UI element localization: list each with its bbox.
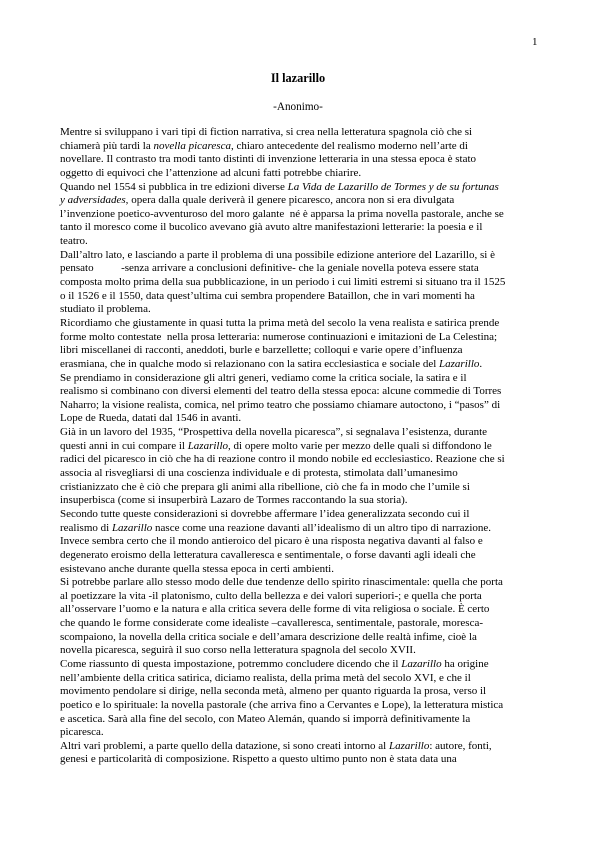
text-line bbox=[60, 549, 550, 563]
text-segment: e ascetica. Sarà alla fine del secolo, con Mateo Alemán, quando si imporrà definitivamente la bbox=[60, 712, 471, 725]
text-segment: libri miscellanei di racconti, aneddoti, burle e barzellette; colloqui e varie opere d’influenza bbox=[60, 344, 463, 357]
text-line bbox=[60, 140, 550, 154]
text-line bbox=[60, 221, 550, 235]
text-line bbox=[60, 467, 550, 481]
text-segment: realismo si combinano con diversi elementi del teatro della stessa epoca: alcune commedie di Torres bbox=[60, 385, 502, 398]
text-line bbox=[60, 412, 550, 426]
text-segment: realismo di bbox=[60, 521, 112, 534]
text-segment: studiato il problema. bbox=[60, 303, 151, 316]
text-segment: al poetizzare la vita -il platonismo, culto della bellezza e dei valori superiori-; e quella che porta bbox=[60, 589, 482, 602]
text-line bbox=[60, 713, 550, 727]
text-line bbox=[60, 249, 550, 263]
text-line bbox=[60, 290, 550, 304]
text-line bbox=[60, 276, 550, 290]
text-segment: ha origine bbox=[441, 657, 489, 670]
text-segment: Lope de Rueda, datati dal 1546 in avanti. bbox=[60, 412, 242, 425]
text-line bbox=[60, 535, 550, 549]
text-segment: associa al risvegliarsi di una coscienza individuale e di protesta, stimolata dall’umanesimo bbox=[60, 467, 458, 480]
text-segment: composta molto prima della sua pubblicazione, in un periodo i cui limiti estremi si situano tra il 1525 bbox=[60, 276, 506, 289]
text-line bbox=[60, 644, 550, 658]
text-line bbox=[60, 331, 550, 345]
text-segment: Invece sembra certo che il mondo antieroico del picaro è una risposta negativa davanti al falso e bbox=[60, 535, 483, 548]
text-line bbox=[60, 740, 550, 754]
text-segment: y adversidades, bbox=[60, 194, 129, 207]
text-segment: Si potrebbe parlare allo stesso modo delle due tendenze dello spirito rinascimentale: quella che porta bbox=[60, 576, 503, 589]
text-line bbox=[60, 372, 550, 386]
text-segment: Secondo tutte queste considerazioni si dovrebbe affermare l’idea generalizzata secondo cui il bbox=[60, 507, 470, 520]
text-line bbox=[60, 167, 550, 181]
text-segment: forme molto contestate nella prosa letteraria: numerose continuazioni e imitazioni de La Celestina; bbox=[60, 330, 498, 343]
text-segment: Lazarillo bbox=[187, 439, 229, 452]
text-segment: erasmiana, che in qualche modo si relazionano con la satira ecclesiastica e sociale del bbox=[60, 357, 440, 370]
text-segment: poetico e lo spirituale: la novella pastorale (che arriva fino a Cervantes e Lope), la letteratura mistica bbox=[60, 698, 504, 711]
text-segment: opera dalla quale deriverà il genere picaresco, ancora non si era divulgata bbox=[128, 194, 455, 207]
text-segment: Altri vari problemi, a parte quello della datazione, si sono creati intorno al bbox=[60, 739, 389, 752]
text-line bbox=[60, 508, 550, 522]
text-line bbox=[60, 753, 550, 767]
text-segment: novella picaresca, seguirà il suo corso nella letteratura spagnola del secolo XVII. bbox=[60, 644, 416, 657]
text-line bbox=[60, 399, 550, 413]
text-segment: cristianizzato che è ciò che prepara gli animi alla ribellione, ciò che fa in modo che l’umile si bbox=[60, 480, 470, 493]
text-line bbox=[60, 699, 550, 713]
text-line bbox=[60, 658, 550, 672]
text-line bbox=[60, 453, 550, 467]
text-line bbox=[60, 194, 550, 208]
text-line bbox=[60, 153, 550, 167]
text-segment: tanto il moresco come il bucolico avevano già avuto altre manifestazioni letterarie: la poesia e il bbox=[60, 221, 483, 234]
text-segment: : autore, fonti, bbox=[429, 739, 492, 752]
text-segment: che quando le forme considerate come idealiste –cavalleresca, sentimentale, pastorale, moresca- bbox=[60, 617, 483, 630]
text-segment: insuperbisca (come si insuperbirà Lazaro de Tormes raccontando la sua storia). bbox=[60, 494, 408, 507]
text-segment: genesi e particolarità di composizione. Rispetto a questo ultimo punto non è stata data una bbox=[60, 753, 457, 766]
text-line bbox=[60, 181, 550, 195]
text-segment: nell’ambiente della critica satirica, diciamo realista, della prima metà del secolo XVI, e che il bbox=[60, 671, 471, 684]
text-segment: Come riassunto di questa impostazione, potremmo concludere dicendo che il bbox=[60, 657, 402, 670]
text-segment: . bbox=[479, 357, 483, 370]
text-line bbox=[60, 344, 550, 358]
text-line bbox=[60, 672, 550, 686]
text-segment: teatro. bbox=[60, 235, 88, 248]
text-line bbox=[60, 440, 550, 454]
body-text bbox=[60, 126, 550, 767]
text-segment: oggetto di equivoci che l’attenzione ad alcuni fatti potrebbe chiarire. bbox=[60, 166, 362, 179]
text-segment: Ricordiamo che giustamente in quasi tutta la prima metà del secolo la vena realista e satirica prende bbox=[60, 316, 500, 329]
text-line bbox=[60, 603, 550, 617]
text-line bbox=[60, 317, 550, 331]
text-segment: nasce come una reazione davanti all’idealismo di un altro tipo di narrazione. bbox=[152, 521, 492, 534]
text-segment: La Vida de Lazarillo de Tormes y de su fortunas bbox=[287, 180, 499, 193]
text-line bbox=[60, 481, 550, 495]
text-segment: Lazarillo bbox=[111, 521, 153, 534]
text-segment: Dall’altro lato, e lasciando a parte il problema di una possibile edizione anteriore del Lazarillo, si è bbox=[60, 248, 495, 261]
text-line bbox=[60, 358, 550, 372]
text-line bbox=[60, 726, 550, 740]
text-segment: questi anni in cui compare il bbox=[60, 439, 188, 452]
text-segment: Mentre si sviluppano i vari tipi di fiction narrativa, si crea nella letteratura spagnola ciò che si bbox=[60, 126, 473, 138]
page-number: 1 bbox=[532, 36, 538, 48]
text-line bbox=[60, 522, 550, 536]
text-line bbox=[60, 235, 550, 249]
text-line bbox=[60, 426, 550, 440]
text-segment: radici del picaresco in ciò che ha di reazione contro il mondo nobile ed ecclesiastico. Reazione che si bbox=[60, 453, 505, 466]
text-segment: Naharro; la visione realista, comica, nel primo teatro che possiamo chiamare autoctono, i “pasos” di bbox=[60, 398, 501, 411]
text-segment: scompaiono, la novella della critica sociale e dell’amara descrizione delle realtà infime, cioè la bbox=[60, 630, 477, 643]
text-line bbox=[60, 494, 550, 508]
text-segment: Già in un lavoro del 1935, “Prospettiva della novella picaresca”, si segnalava l’esistenza, durante bbox=[60, 426, 488, 439]
document-title: Il lazarillo bbox=[270, 71, 326, 85]
text-line bbox=[60, 126, 550, 140]
text-segment: picaresca. bbox=[60, 726, 104, 739]
text-line bbox=[60, 590, 550, 604]
text-line bbox=[60, 631, 550, 645]
text-segment: novella picaresca bbox=[153, 139, 231, 152]
text-segment: l’invenzione poetico-avventuroso del moro galante né è apparsa la prima novella pastorale, anche se bbox=[60, 207, 504, 220]
document-author: -Anonimo- bbox=[273, 101, 323, 113]
text-segment: movimento pendolare si dirige, nella seconda metà, almeno per quanto riguarda la prosa, verso il bbox=[60, 685, 487, 698]
text-segment: chiamerà più tardi la bbox=[60, 139, 154, 152]
text-segment: , di opere molto varie per mezzo delle quali si diffondono le bbox=[228, 439, 492, 452]
text-line bbox=[60, 563, 550, 577]
text-segment: esistevano anche durante quella stessa epoca in certi ambienti. bbox=[60, 562, 334, 575]
text-line bbox=[60, 385, 550, 399]
text-segment: degenerato eroismo della letteratura cavalleresca e sentimentale, o forse davanti agli ideali che bbox=[60, 548, 476, 561]
text-segment: Lazarillo bbox=[439, 357, 480, 370]
text-segment: Se prendiamo in considerazione gli altri generi, vediamo come la critica sociale, la satira e il bbox=[60, 371, 467, 384]
text-segment: Quando nel 1554 si pubblica in tre edizioni diverse bbox=[60, 180, 288, 193]
text-line bbox=[60, 576, 550, 590]
text-line bbox=[60, 262, 550, 276]
text-line bbox=[60, 685, 550, 699]
text-segment: o il 1526 e il 1550, data quest’ultima cui sembra propendere Bataillon, che in vari momenti ha bbox=[60, 289, 475, 302]
text-segment: Lazarillo bbox=[401, 657, 442, 670]
text-segment: , chiaro antecedente del realismo moderno nell’arte di bbox=[230, 139, 468, 152]
text-segment: all’osservare l’uomo e la natura e alla critica severa delle forme di vita religiosa o sociale. È certo bbox=[60, 603, 490, 616]
text-segment: novellare. Il contrasto tra modi tanto distinti di invenzione letteraria in una stessa epoca è stato bbox=[60, 153, 477, 166]
text-line bbox=[60, 303, 550, 317]
text-line bbox=[60, 208, 550, 222]
text-line bbox=[60, 617, 550, 631]
text-segment: pensato -senza arrivare a conclusioni definitive- che la geniale novella poteva essere stata bbox=[60, 262, 479, 275]
text-segment: Lazarillo bbox=[388, 739, 430, 752]
